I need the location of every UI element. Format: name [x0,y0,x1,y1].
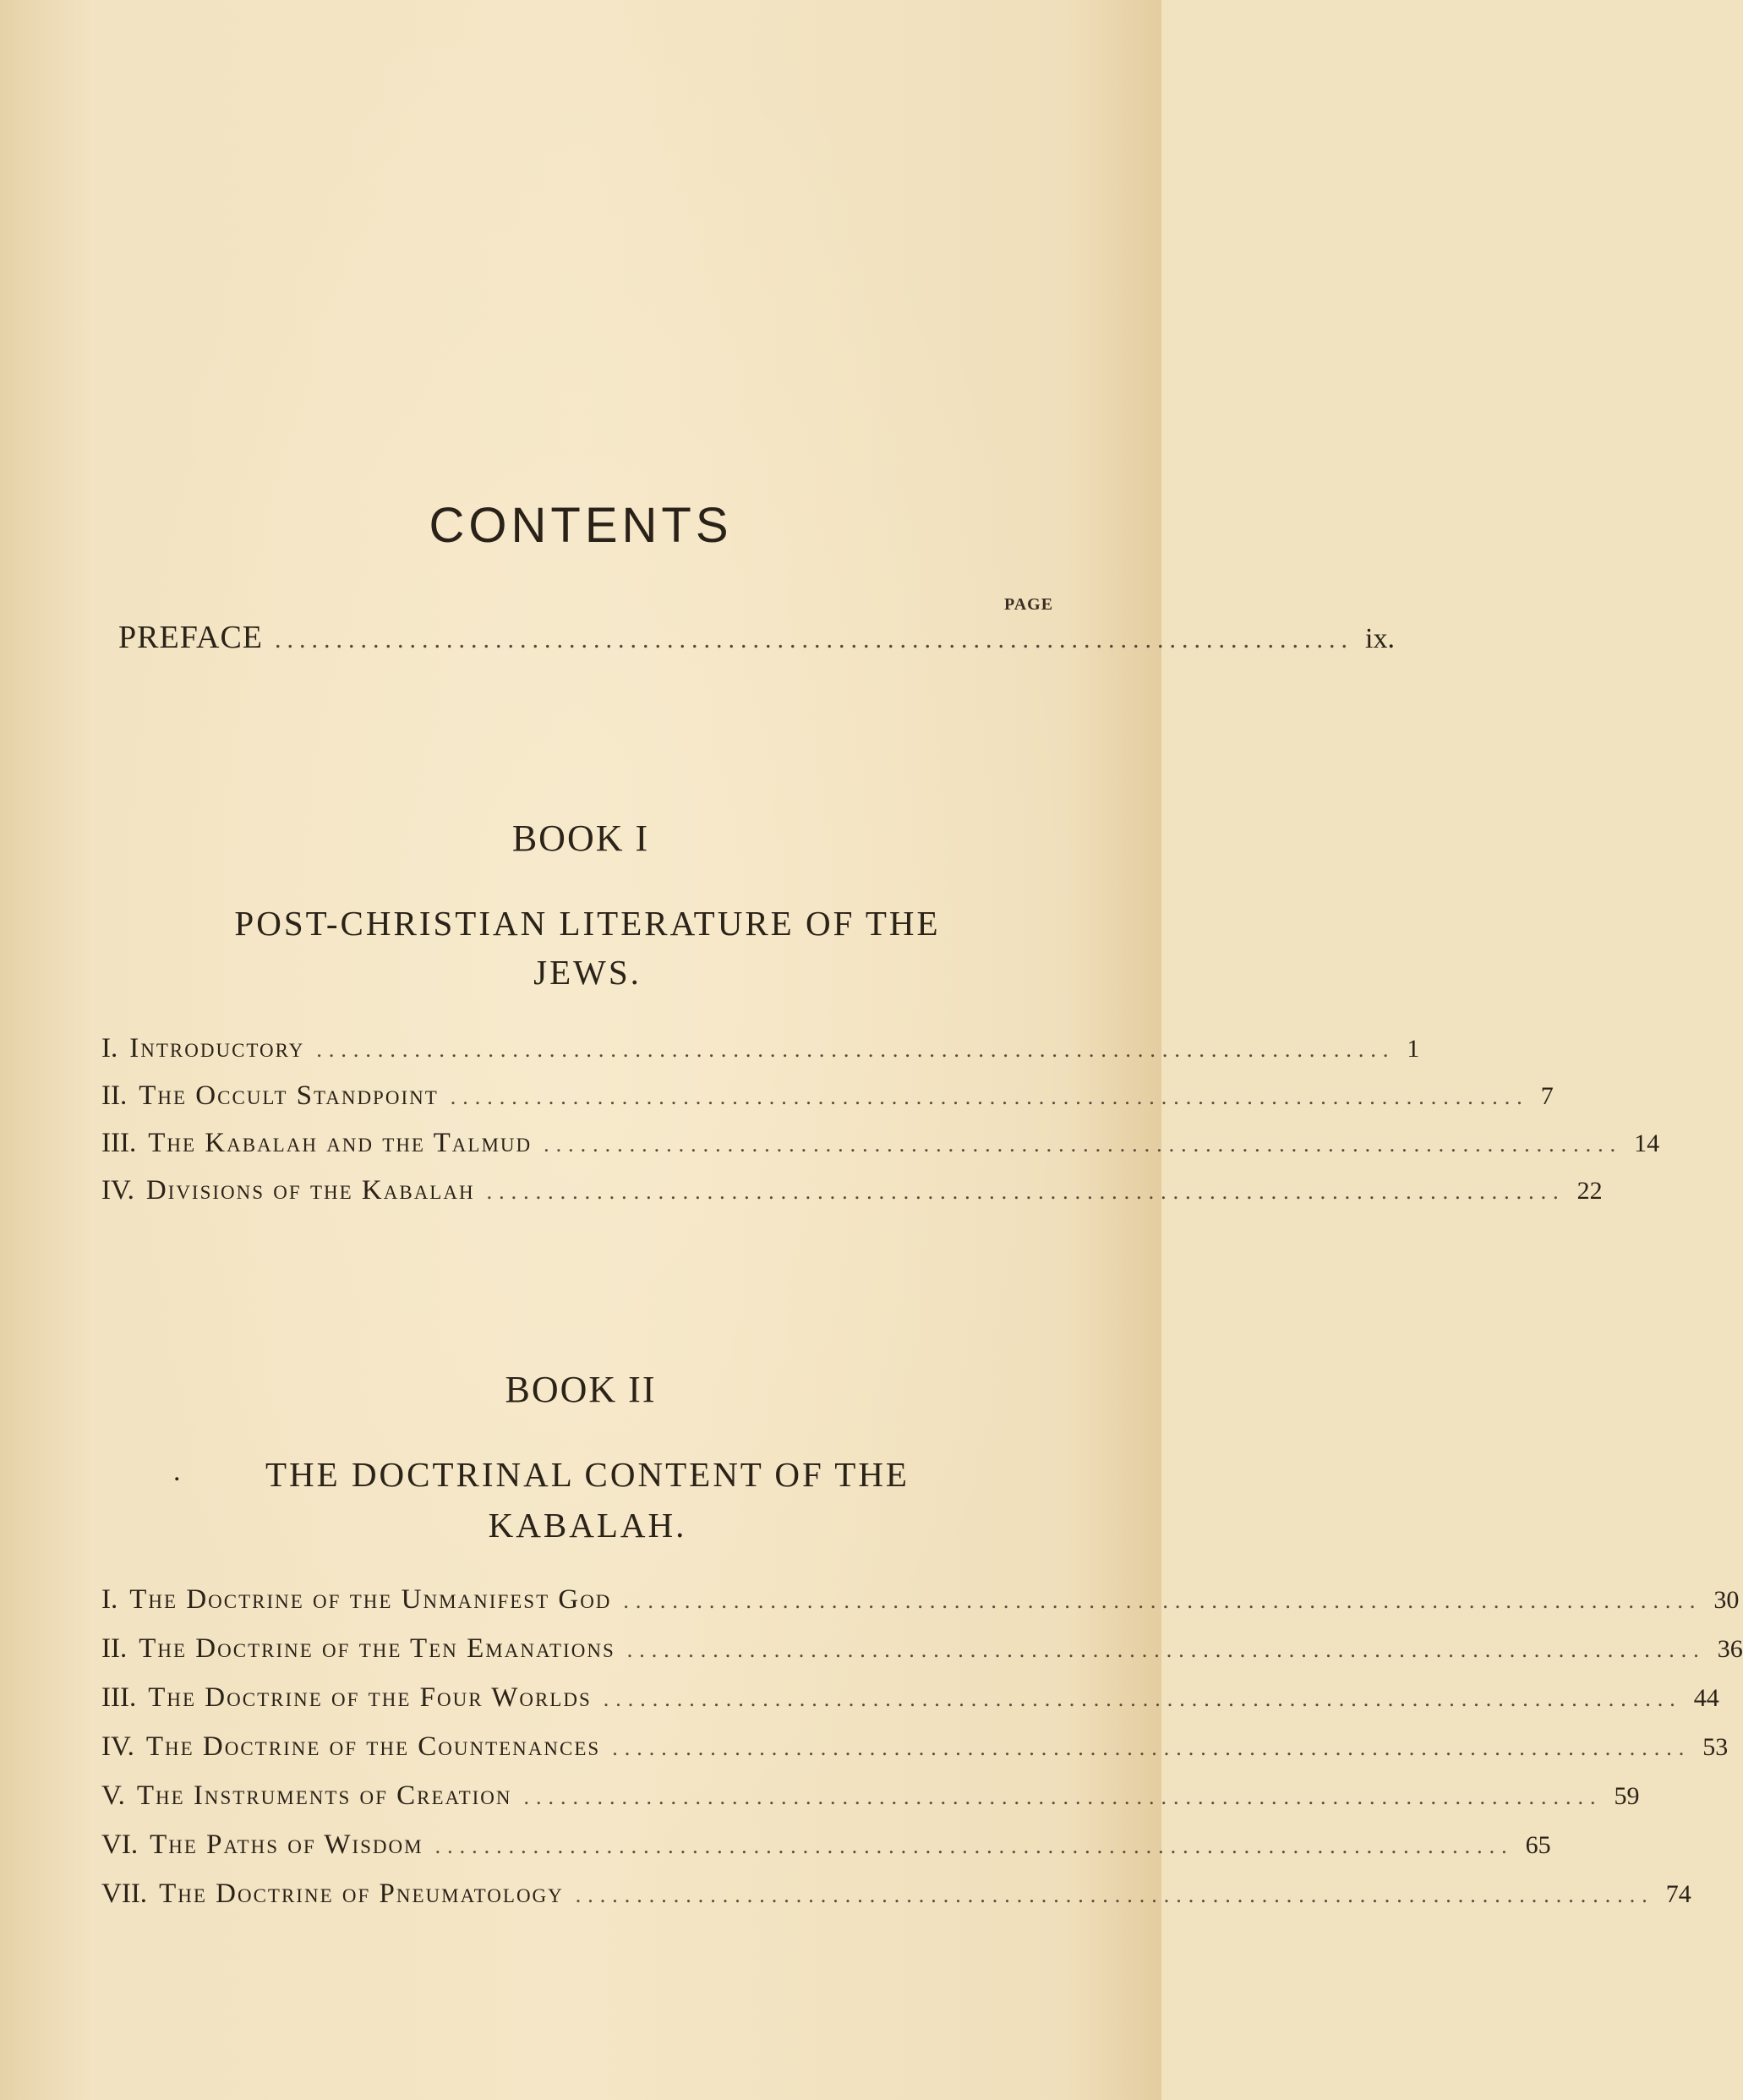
book2-subtitle-line1: THE DOCTRINAL CONTENT OF THE [265,1455,910,1494]
book1-heading: BOOK I [511,818,650,859]
chapter-title: The Kabalah and the Talmud [148,1128,533,1158]
book1-subtitle-line2: JEWS. [533,953,642,992]
chapter-number: II. [101,1633,128,1664]
chapter-page: 22 [1576,1177,1603,1205]
dot-leader: ........................................................................................ [626,1638,1706,1662]
chapter-number: IV. [101,1175,134,1206]
chapter-title: The Doctrine of the Countenances [145,1731,601,1762]
chapter-page: 36 [1717,1635,1743,1663]
chapter-number: III. [101,1128,137,1158]
toc-entry[interactable] [101,1080,1554,1121]
chapter-number: VI. [101,1829,139,1860]
preface-page: ix. [1365,623,1395,654]
chapter-page: 7 [1540,1082,1554,1110]
chapter-number: II. [101,1080,128,1111]
chapter-page: 53 [1702,1733,1729,1761]
toc-entry[interactable] [101,1731,1729,1772]
chapter-page: 30 [1713,1586,1740,1614]
chapter-page: 65 [1525,1831,1551,1859]
chapter-title: The Instruments of Creation [136,1780,512,1811]
chapter-number: V. [101,1780,125,1811]
dot-leader: ........................................................................................ [544,1132,1623,1157]
toc-entry[interactable] [101,1128,1660,1168]
chapter-title: The Doctrine of the Four Worlds [148,1682,592,1713]
toc-entry[interactable] [101,1780,1640,1821]
dot-leader: ........................................................................................ [612,1736,1691,1760]
chapter-number: III. [101,1682,137,1713]
chapter-title: The Paths of Wisdom [150,1829,423,1860]
dot-leader: ........................................................................................ [275,626,1354,654]
toc-entry[interactable] [101,1584,1740,1625]
dot-leader: ........................................................................................ [434,1834,1514,1858]
page-column-label: PAGE [1004,595,1054,614]
chapter-title: Introductory [129,1033,305,1064]
chapter-title: The Doctrine of the Ten Emanations [139,1633,615,1664]
dot-leader: ........................................................................................ [523,1785,1603,1809]
chapter-page: 1 [1407,1035,1420,1063]
dot-leader: ........................................................................................ [486,1179,1565,1204]
dot-leader: ........................................................................................ [623,1589,1702,1613]
toc-entry[interactable] [101,1879,1691,1919]
chapter-number: I. [101,1033,118,1064]
chapter-page: 74 [1665,1880,1691,1908]
chapter-number: I. [101,1584,118,1615]
toc-entry[interactable] [101,1033,1420,1074]
chapter-title: The Occult Standpoint [139,1080,439,1111]
book1-subtitle-line1: POST-CHRISTIAN LITERATURE OF THE [234,904,941,943]
chapter-title: The Doctrine of Pneumatology [159,1879,564,1909]
chapter-number: IV. [101,1731,134,1762]
contents-title: CONTENTS [429,498,733,553]
chapter-page: 59 [1614,1782,1640,1810]
toc-entry[interactable] [101,1829,1551,1870]
chapter-page: 14 [1634,1129,1660,1157]
toc-entry[interactable] [101,1682,1719,1723]
book2-heading: BOOK II [505,1369,657,1410]
book2-subtitle-line2: KABALAH. [488,1506,687,1545]
dot-leader: ........................................................................................ [450,1085,1529,1109]
toc-entry[interactable] [101,1175,1603,1216]
chapter-page: 44 [1693,1684,1719,1712]
chapter-title: The Doctrine of the Unmanifest God [129,1584,612,1615]
toc-entry[interactable] [101,1633,1743,1674]
preface-entry[interactable] [118,619,1395,661]
dot-leader: ........................................................................................ [316,1037,1396,1062]
preface-label: PREFACE [118,620,264,655]
chapter-title: Divisions of the Kabalah [145,1175,475,1206]
dot-leader: ........................................................................................ [603,1687,1682,1711]
stray-mark: . [173,1456,181,1487]
dot-leader: ........................................................................................ [575,1883,1654,1907]
chapter-number: VII. [101,1879,148,1909]
